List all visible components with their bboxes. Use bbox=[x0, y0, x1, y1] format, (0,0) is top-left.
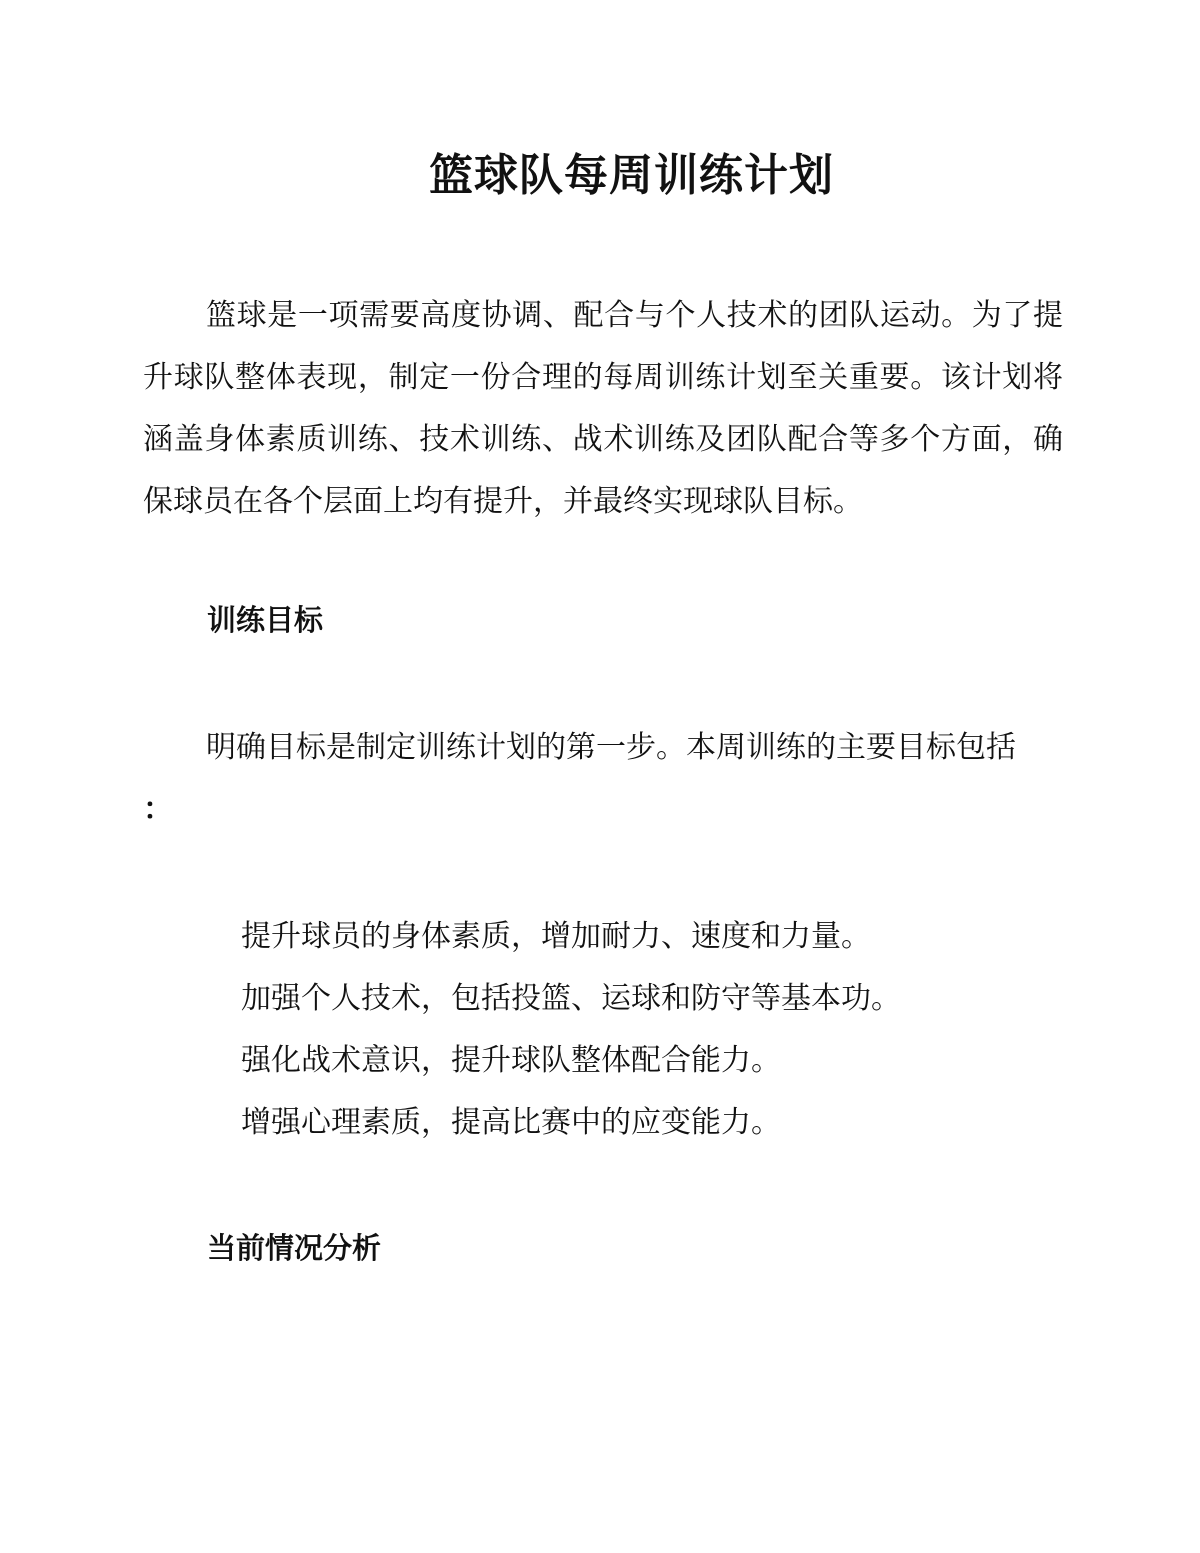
intro-paragraph: 篮球是一项需要高度协调、配合与个人技术的团队运动。为了提升球队整体表现，制定一份合理的每周训练计划至关重要。该计划将涵盖身体素质训练、技术训练、战术训练及团队配合等多个方面，确保球员在各个层面上均有提升，并最终实现球队目标。 bbox=[143, 298, 1063, 519]
goals-intro-colon: ： bbox=[143, 792, 173, 827]
goals-list bbox=[241, 906, 901, 1154]
goals-intro-text: 明确目标是制定训练计划的第一步。本周训练的主要目标包括 bbox=[206, 730, 1016, 765]
section-heading-goals: 训练目标 bbox=[207, 603, 324, 637]
page-title: 篮球队每周训练计划 bbox=[429, 150, 834, 201]
list-item: 强化战术意识，提升球队整体配合能力。 bbox=[241, 1043, 781, 1078]
list-item: 增强心理素质，提高比赛中的应变能力。 bbox=[241, 1105, 781, 1140]
goals-intro-paragraph bbox=[143, 717, 1063, 841]
list-item: 加强个人技术，包括投篮、运球和防守等基本功。 bbox=[241, 981, 901, 1016]
section-heading-analysis: 当前情况分析 bbox=[207, 1231, 382, 1265]
list-item: 提升球员的身体素质，增加耐力、速度和力量。 bbox=[241, 919, 871, 954]
